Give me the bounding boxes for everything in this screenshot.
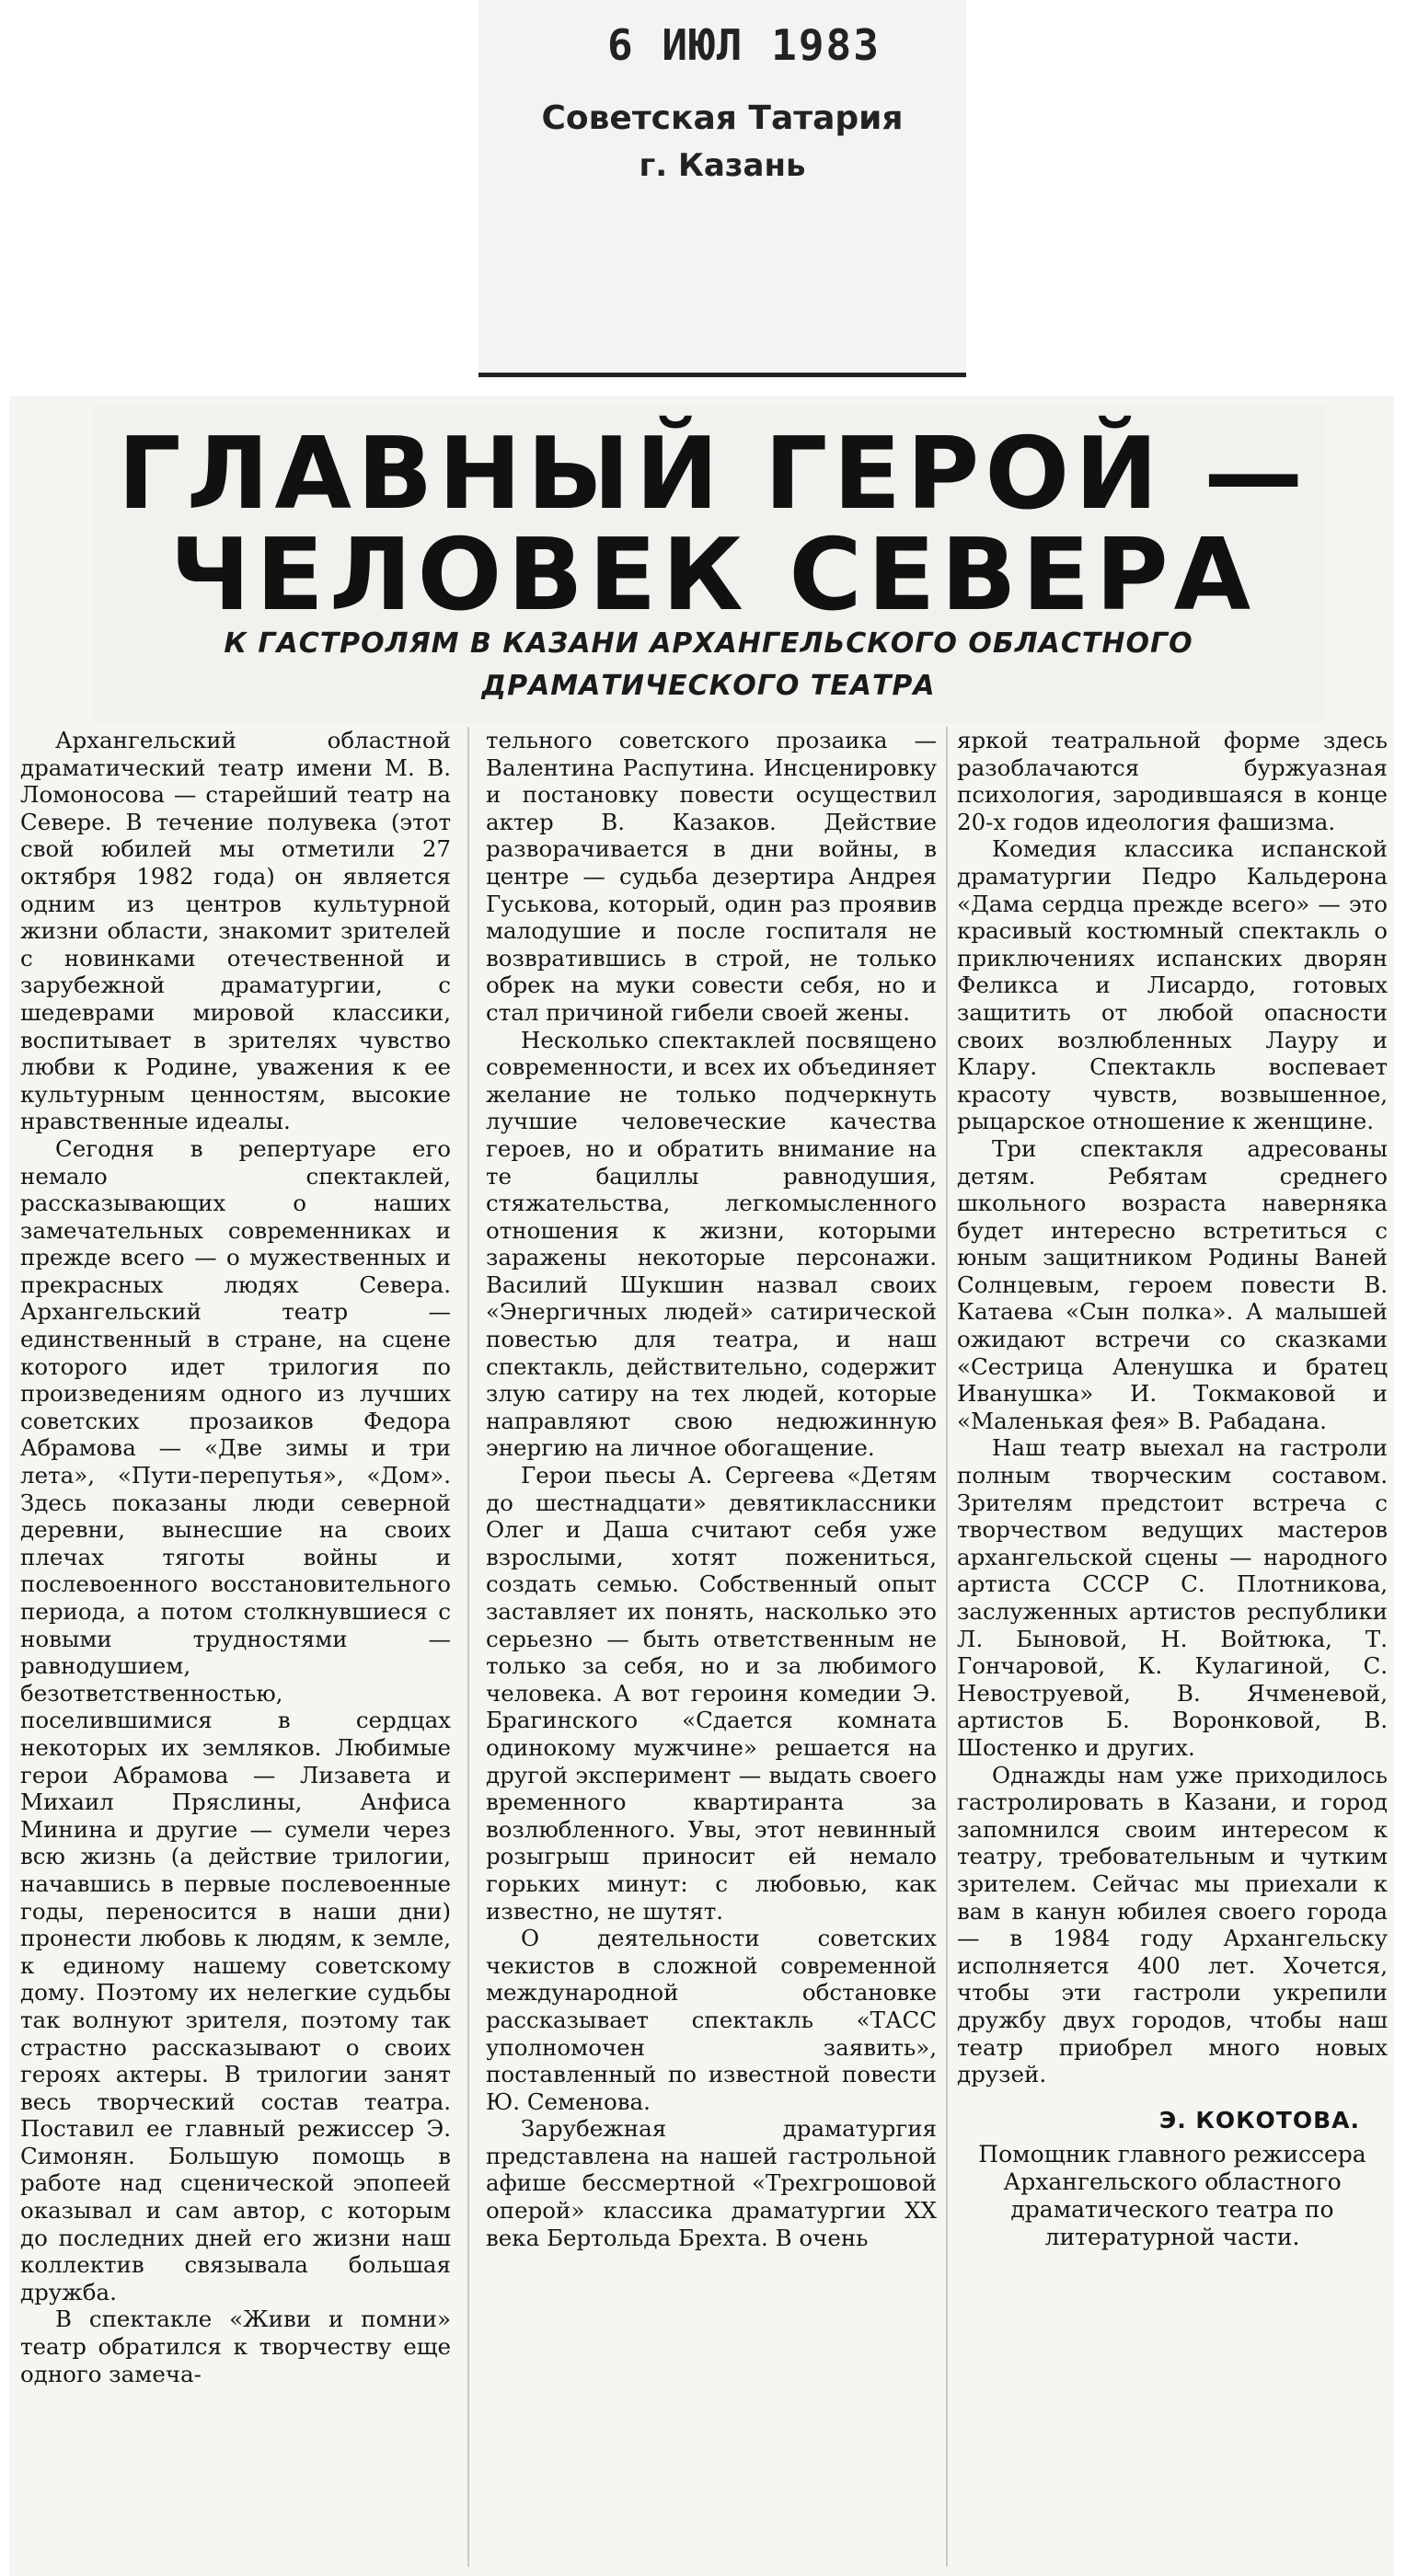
paragraph: Сегодня в репертуаре его немало спектаклей, рассказывающих о наших замечательных современниках и прежде всего — о мужественных и прекрасных людях Севера. Архангельский театр — единственный в стране, на сцене которого идет трилогия по произведениям одного из лучших советских прозаиков Федора Абрамова — «Две зимы и три лета», «Пути-перепутья», «Дом». Здесь показаны люди северной деревни, вынесшие на своих плечах тяготы войны и послевоенного восстановительного периода, а потом столкнувшиеся с новыми трудностями — равнодушием, безответственностью, поселившимися в сердцах некоторых их земляков. Любимые герои Абрамова — Лизавета и Михаил Пряслины, Анфиса Минина и другие — сумели через всю жизнь (а действие трилогии, начавшись в первые послевоенные годы, переносится в наши дни) пронести любовь к людям, к земле, к единому нашему советскому дому. Поэтому их нелегкие судьбы так волнуют зрителя, поэтому так страстно рассказывают о своих героях актеры. В трилогии занят весь творческий состав театра. Поставил ее главный режиссер Э. Симонян. Большую помощь в работе над сценической эпопеей оказывал и сам автор, с которым до последних дней его жизни наш коллектив связывала большая дружба. [20,1134,451,2306]
paragraph: Герои пьесы А. Сергеева «Детям до шестнадцати» девятиклассники Олег и Даша считают себя уже взрослыми, хотят пожениться, создать семью. Собственный опыт заставляет их понять, насколько это серьезно — быть ответственным не только за себя, но и за любимого человека. А вот героиня комедии Э. Брагинского «Сдается комната одинокому мужчине» решается на другой эксперимент — выдать своего временного квартиранта за возлюбленного. Увы, этот невинный розыгрыш приносит ей немало горьких минут: с любовью, как известно, не шутят. [486,1462,937,1925]
article-column-1 [20,727,451,2387]
author-role: Помощник главного режиссера Архангельского областного драматического театра по литературной части. [978,2141,1366,2251]
column-divider [467,727,469,2567]
column-divider [946,727,948,2567]
paragraph: тельного советского прозаика — Валентина Распутина. Инсценировку и постановку повести осуществил актер В. Казаков. Действие разворачивается в дни войны, в центре — судьба дезертира Андрея Гуськова, который, один раз проявив малодушие и после госпиталя не возвратившись в строй, не только обрек на муки совести себя, но и стал причиной гибели своей жены. [486,727,937,1026]
stamp-date: 6 ИЮЛ 1983 [607,20,881,70]
paragraph: яркой театральной форме здесь разоблачаются буржуазная психология, зародившаяся в конце 20-х годов идеология фашизма. [957,727,1388,835]
article-column-3 [957,727,1388,2251]
article-column-2 [486,727,937,2251]
headline-line-1: ГЛАВНЫЙ ГЕРОЙ — [117,417,1309,532]
author-signature: Э. КОКОТОВА. [1158,2106,1360,2133]
paragraph: Комедия классика испанской драматургии Педро Кальдерона «Дама сердца прежде всего» — это красивый костюмный спектакль о приключениях испанских дворян Феликса и Лисардо, готовых защитить от любой опасности своих возлюбленных Лауру и Клару. Спектакль воспевает красоту чувств, возвышенное, рыцарское отношение к женщине. [957,835,1388,1135]
paragraph: Наш театр выехал на гастроли полным творческим составом. Зрителям предстоит встреча с творчеством ведущих мастеров архангельской сцены — народного артиста СССР С. Плотникова, заслуженных артистов республики Л. Быновой, Н. Войтюка, Т. Гончаровой, К. Кулагиной, С. Невоструевой, В. Ячменевой, артистов Б. Воронковой, В. Шостенко и других. [957,1434,1388,1761]
paragraph: Архангельский областной драматический театр имени М. В. Ломоносова — старейший театр на Севере. В течение полувека (этот свой юбилей мы отметили 27 октября 1982 года) он является одним из центров культурной жизни области, знакомит зрителей с новинками отечественной и зарубежной драматургии, с шедеврами мировой классики, воспитывает в зрителях чувство любви к Родине, уважения к ее культурным ценностям, высокие нравственные идеалы. [20,727,451,1135]
stamp-newspaper: Советская Татария [541,99,904,137]
stamp-city: г. Казань [639,147,806,184]
paragraph: Несколько спектаклей посвящено современности, и всех их объединяет желание не только подчеркнуть лучшие человеческие качества героев, но и обратить внимание на те бациллы равнодушия, стяжательства, легкомысленного отношения к жизни, которыми заражены некоторые персонажи. Василий Шукшин назвал своих «Энергичных людей» сатирической повестью для театра, и наш спектакль, действительно, содержит злую сатиру на тех людей, которые направляют свою недюжинную энергию на личное обогащение. [486,1026,937,1462]
paragraph: Три спектакля адресованы детям. Ребятам среднего школьного возраста наверняка будет интересно встретиться с юным защитником Родины Ваней Солнцевым, героем повести В. Катаева «Сын полка». А малышей ожидают встречи со сказками «Сестрица Аленушка и братец Иванушка» И. Токмаковой и «Маленькая фея» В. Рабадана. [957,1134,1388,1434]
paragraph: Зарубежная драматургия представлена на нашей гастрольной афише бессмертной «Трехгрошовой оперой» классика драматургии XX века Бертольда Брехта. В очень [486,2115,937,2251]
paragraph: О деятельности советских чекистов в сложной современной международной обстановке рассказывает спектакль «ТАСС уполномочен заявить», поставленный по известной повести Ю. Семенова. [486,1925,937,2115]
clipping-stamp [478,0,966,377]
subtitle-line-1: К ГАСТРОЛЯМ В КАЗАНИ АРХАНГЕЛЬСКОГО ОБЛАСТНОГО [224,627,1193,660]
paragraph: В спектакле «Живи и помни» театр обратился к творчеству еще одного замеча- [20,2306,451,2387]
subtitle-line-2: ДРАМАТИЧЕСКОГО ТЕАТРА [481,670,936,702]
paragraph: Однажды нам уже приходилось гастролировать в Казани, и город запомнился своим интересом к театру, требовательным и чутким зрителем. Сейчас мы приехали к вам в канун юбилея своего города — в 1984 году Архангельску исполняется 400 лет. Хочется, чтобы эти гастроли укрепили дружбу двух городов, чтобы наш театр приобрел много новых друзей. [957,1761,1388,2088]
headline-line-2: ЧЕЛОВЕК СЕВЕРА [169,518,1257,633]
